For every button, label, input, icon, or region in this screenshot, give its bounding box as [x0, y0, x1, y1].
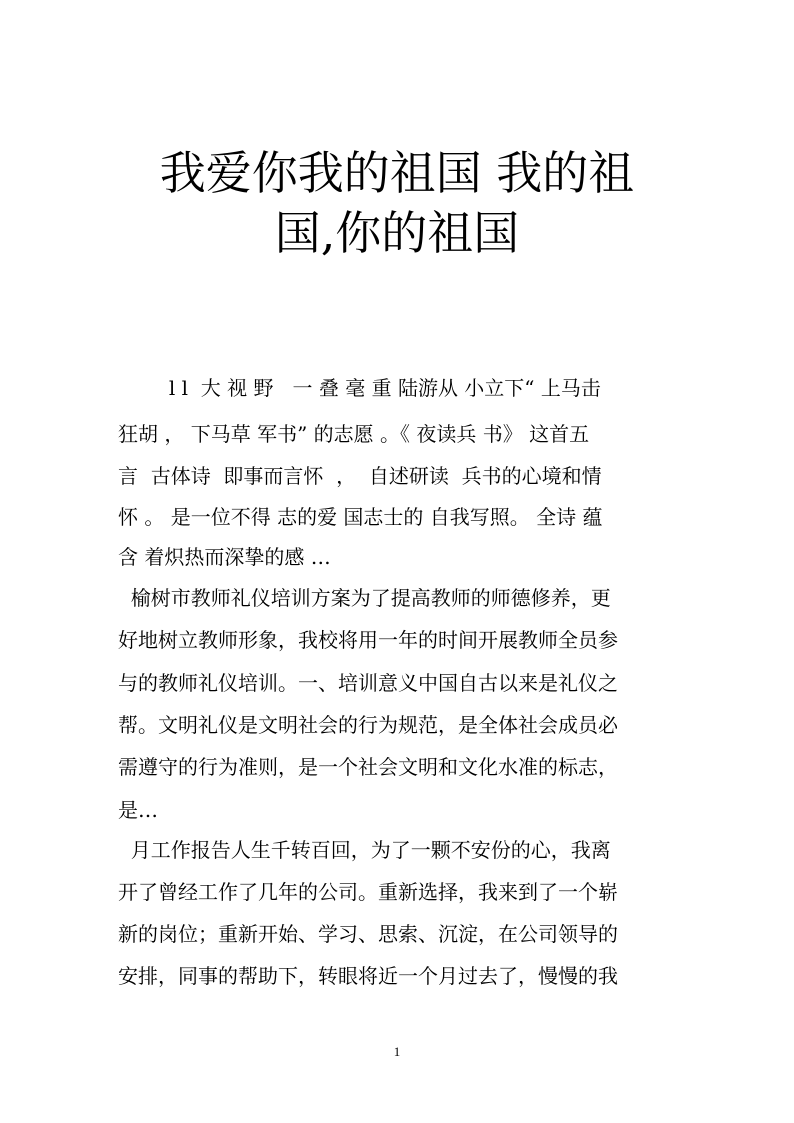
paragraph-1-line-2: 狂胡 ， 下马草 军书” 的志愿 。《 夜读兵 书》 这首五: [118, 422, 590, 446]
paragraph-2-line-2: 好地树立教师形象，我校将用一年的时间开展教师全员参: [118, 628, 618, 652]
document-title-line-2: 国,你的祖国: [274, 206, 520, 260]
paragraph-3-line-3: 新的岗位；重新开始、学习、思索、沉淀，在公司领导的: [118, 922, 618, 946]
paragraph-3-line-2: 开了曾经工作了几年的公司。重新选择，我来到了一个崭: [118, 880, 618, 904]
paragraph-1-line-4: 怀 。 是一位不得 志的爱 国志士的 自我写照。 全诗 蕴: [118, 505, 603, 529]
paragraph-3-line-1: 月工作报告人生千转百回，为了一颗不安份的心，我离: [118, 838, 611, 862]
paragraph-2-line-3: 与的教师礼仪培训。一、培训意义中国自古以来是礼仪之: [118, 671, 618, 695]
page-number: 1: [393, 1044, 401, 1059]
document-title-line-1: 我爱你我的祖国 我的祖: [159, 146, 635, 200]
paragraph-2-line-1: 榆树市教师礼仪培训方案为了提高教师的师德修养，更: [118, 586, 611, 610]
paragraph-1-line-3: 言 古体诗 即事而言怀 ， 自述研读 兵书的心境和情: [118, 464, 602, 488]
paragraph-2-line-6: 是…: [118, 798, 158, 822]
paragraph-2-line-4: 帮。文明礼仪是文明社会的行为规范，是全体社会成员必: [118, 713, 618, 737]
paragraph-1-line-1: l l 大 视 野 一 叠 毫 重 陆游从 小立下“ 上马击: [118, 376, 601, 400]
paragraph-3-line-4: 安排，同事的帮助下，转眼将近一个月过去了，慢慢的我: [118, 964, 618, 988]
paragraph-2-line-5: 需遵守的行为准则，是一个社会文明和文化水准的标志，: [118, 755, 618, 779]
paragraph-1-line-5: 含 着炽热而深挚的感 …: [118, 545, 331, 569]
